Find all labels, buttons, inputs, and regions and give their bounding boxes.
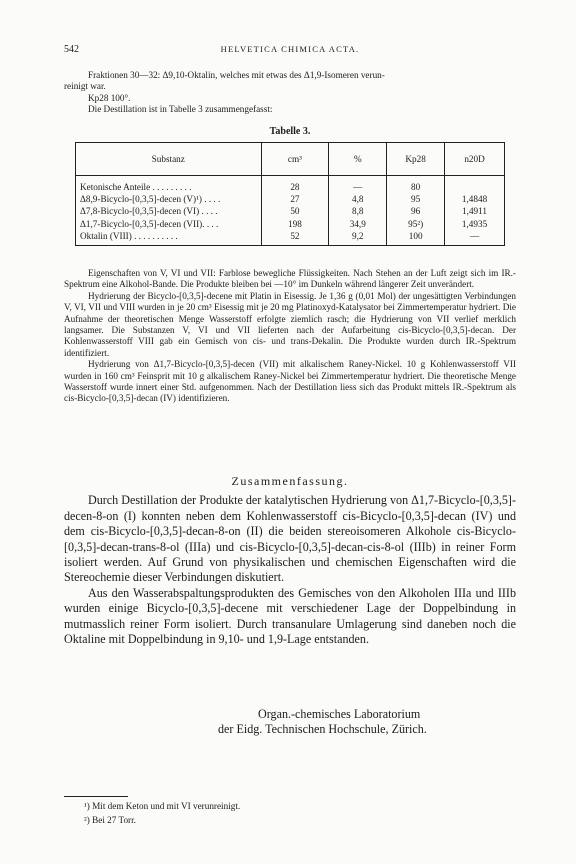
table-cell: 1,4911 [445,205,505,217]
table-cell: — [329,176,387,194]
table-cell: 80 [387,176,445,194]
table-cell: 50 [261,205,329,217]
table-cell: 4,8 [329,193,387,205]
intro-line-4: Die Destillation ist in Tabelle 3 zusammengefasst: [88,104,273,115]
header-kp: Kp28 [387,143,445,176]
table-cell [445,176,505,194]
table-cell: 34,9 [329,218,387,230]
table-row [76,230,505,246]
journal-title: HELVETICA CHIMICA ACTA. [220,44,360,54]
table-row [76,193,505,205]
table-cell: 1,4935 [445,218,505,230]
intro-line-1: Fraktionen 30—32: Δ9,10-Oktalin, welches mit etwas des Δ1,9-Isomeren verun- [88,70,385,80]
footnote-1: ¹) Mit dem Keton und mit VI verunreinigt. [84,801,241,811]
header-cm3: cm³ [261,143,329,176]
page-number: 542 [64,44,79,55]
header-nd: n20D [445,143,505,176]
header-percent: % [329,143,387,176]
table-row [76,205,505,217]
intro-line-2: reinigt war. [64,81,106,92]
footnote-2: ²) Bei 27 Torr. [84,815,136,825]
table-cell: 27 [261,193,329,205]
distillation-table [75,142,505,246]
table-cell: 198 [261,218,329,230]
table-cell: 1,4848 [445,193,505,205]
table-cell: 28 [261,176,329,194]
table-cell: 9,2 [329,230,387,246]
experimental-section [64,268,516,405]
table-cell: 95 [387,193,445,205]
header-substanz: Substanz [76,143,262,176]
table-header-row [76,143,505,176]
running-header [64,44,516,58]
summary-paragraph-2: Aus den Wasserabspaltungsprodukten des Gemisches von den Alkoholen IIIa und IIIb wurden einige Bicyclo-[0,3,5]-decene mit verschiedener Lage der Doppelbindung in mutmasslich reiner Form isoliert. Durch transanulare Umlagerung sind daneben noch die Oktaline mit Doppelbindung in 9,10- und 1,9-Lage entstanden. [64,585,516,647]
signature-block [64,707,516,738]
table-cell: Δ7,8-Bicyclo-[0,3,5]-decen (VI) . . . . [76,205,262,217]
signature-line-2: der Eidg. Technischen Hochschule, Zürich. [218,722,427,737]
hydrogenation-raney-paragraph: Hydrierung von Δ1,7-Bicyclo-[0,3,5]-decen (VII) mit alkalischem Raney-Nickel. 10 g Kohlenwasserstoff VII wurden in 160 cm³ Feinsprit mit 10 g alkalischem Raney-Nickel bei Zimmertemperatur hydriert. Die theoretische Menge Wasserstoff wurde innert einer Std. aufgenommen. Nach der Destillation liess sich das Produkt mittels IR.-Spektrum als cis-Bicyclo-[0,3,5]-decan (IV) identifizieren. [64,359,516,404]
intro-text [64,70,516,116]
intro-line-3: Kp28 100°. [88,92,131,103]
summary-paragraph-1: Durch Destillation der Produkte der katalytischen Hydrierung von Δ1,7-Bicyclo-[0,3,5]-decen-8-on (I) konnten neben dem Kohlenwasserstoff cis-Bicyclo-[0,3,5]-decan (IV) und dem cis-Bicyclo-[0,3,5]-decan-8-on (II) die beiden stereoisomeren Alkohole cis-Bicyclo-[0,3,5]-decan-trans-8-ol (IIIa) und cis-Bicyclo-[0,3,5]-decan-cis-8-ol (IIIb) in reiner Form isoliert werden. Auf Grund von physikalischen und chemischen Eigenschaften wird die Stereochemie dieser Verbindungen diskutiert. [64,493,516,585]
summary-section [64,474,516,647]
properties-paragraph: Eigenschaften von V, VI und VII: Farblose bewegliche Flüssigkeiten. Nach Stehen an der Luft zeigt sich im IR.-Spektrum eine Alkohol-Bande. Die Produkte bleiben bei —10° im Dunkeln während längerer Zeit unverändert. [64,268,516,290]
table-row [76,176,505,194]
table-cell: Δ8,9-Bicyclo-[0,3,5]-decen (V)¹) . . . . [76,193,262,205]
table-cell: — [445,230,505,246]
footnote-divider [64,796,128,797]
table-cell: 100 [387,230,445,246]
table-cell: 8,8 [329,205,387,217]
table-cell: Oktalin (VIII) . . . . . . . . . . [76,230,262,246]
table-title: Tabelle 3. [269,126,311,137]
table-cell: 52 [261,230,329,246]
table-cell: 95²) [387,218,445,230]
signature-line-1: Organ.-chemisches Laboratorium [258,707,421,721]
table-row [76,218,505,230]
table-cell: Δ1,7-Bicyclo-[0,3,5]-decen (VII). . . . [76,218,262,230]
table-cell: 96 [387,205,445,217]
hydrogenation-platinum-paragraph: Hydrierung der Bicyclo-[0,3,5]-decene mit Platin in Eisessig. Je 1,36 g (0,01 Mol) der ungesättigten Verbindungen V, VI, VII und VIII wurden in je 20 cm³ Eisessig mit je 20 mg Platinoxyd-Katalysator bei Zimmertemperatur hydriert. Die Aufnahme der theoretischen Menge Wasserstoff erfolgte ziemlich rasch; die Hydrierung von VII verlief merklich langsamer. Die Substanzen V, VI und VII lieferten nach der Aufarbeitung cis-Bicyclo-[0,3,5]-decan. Der Kohlenwasserstoff VIII gab ein Gemisch von cis- und trans-Dekalin. Die Produkte wurden durch IR.-Spektrum identifiziert. [64,290,516,358]
table-cell: Ketonische Anteile . . . . . . . . . [76,176,262,194]
summary-heading: Zusammenfassung. [231,474,349,488]
